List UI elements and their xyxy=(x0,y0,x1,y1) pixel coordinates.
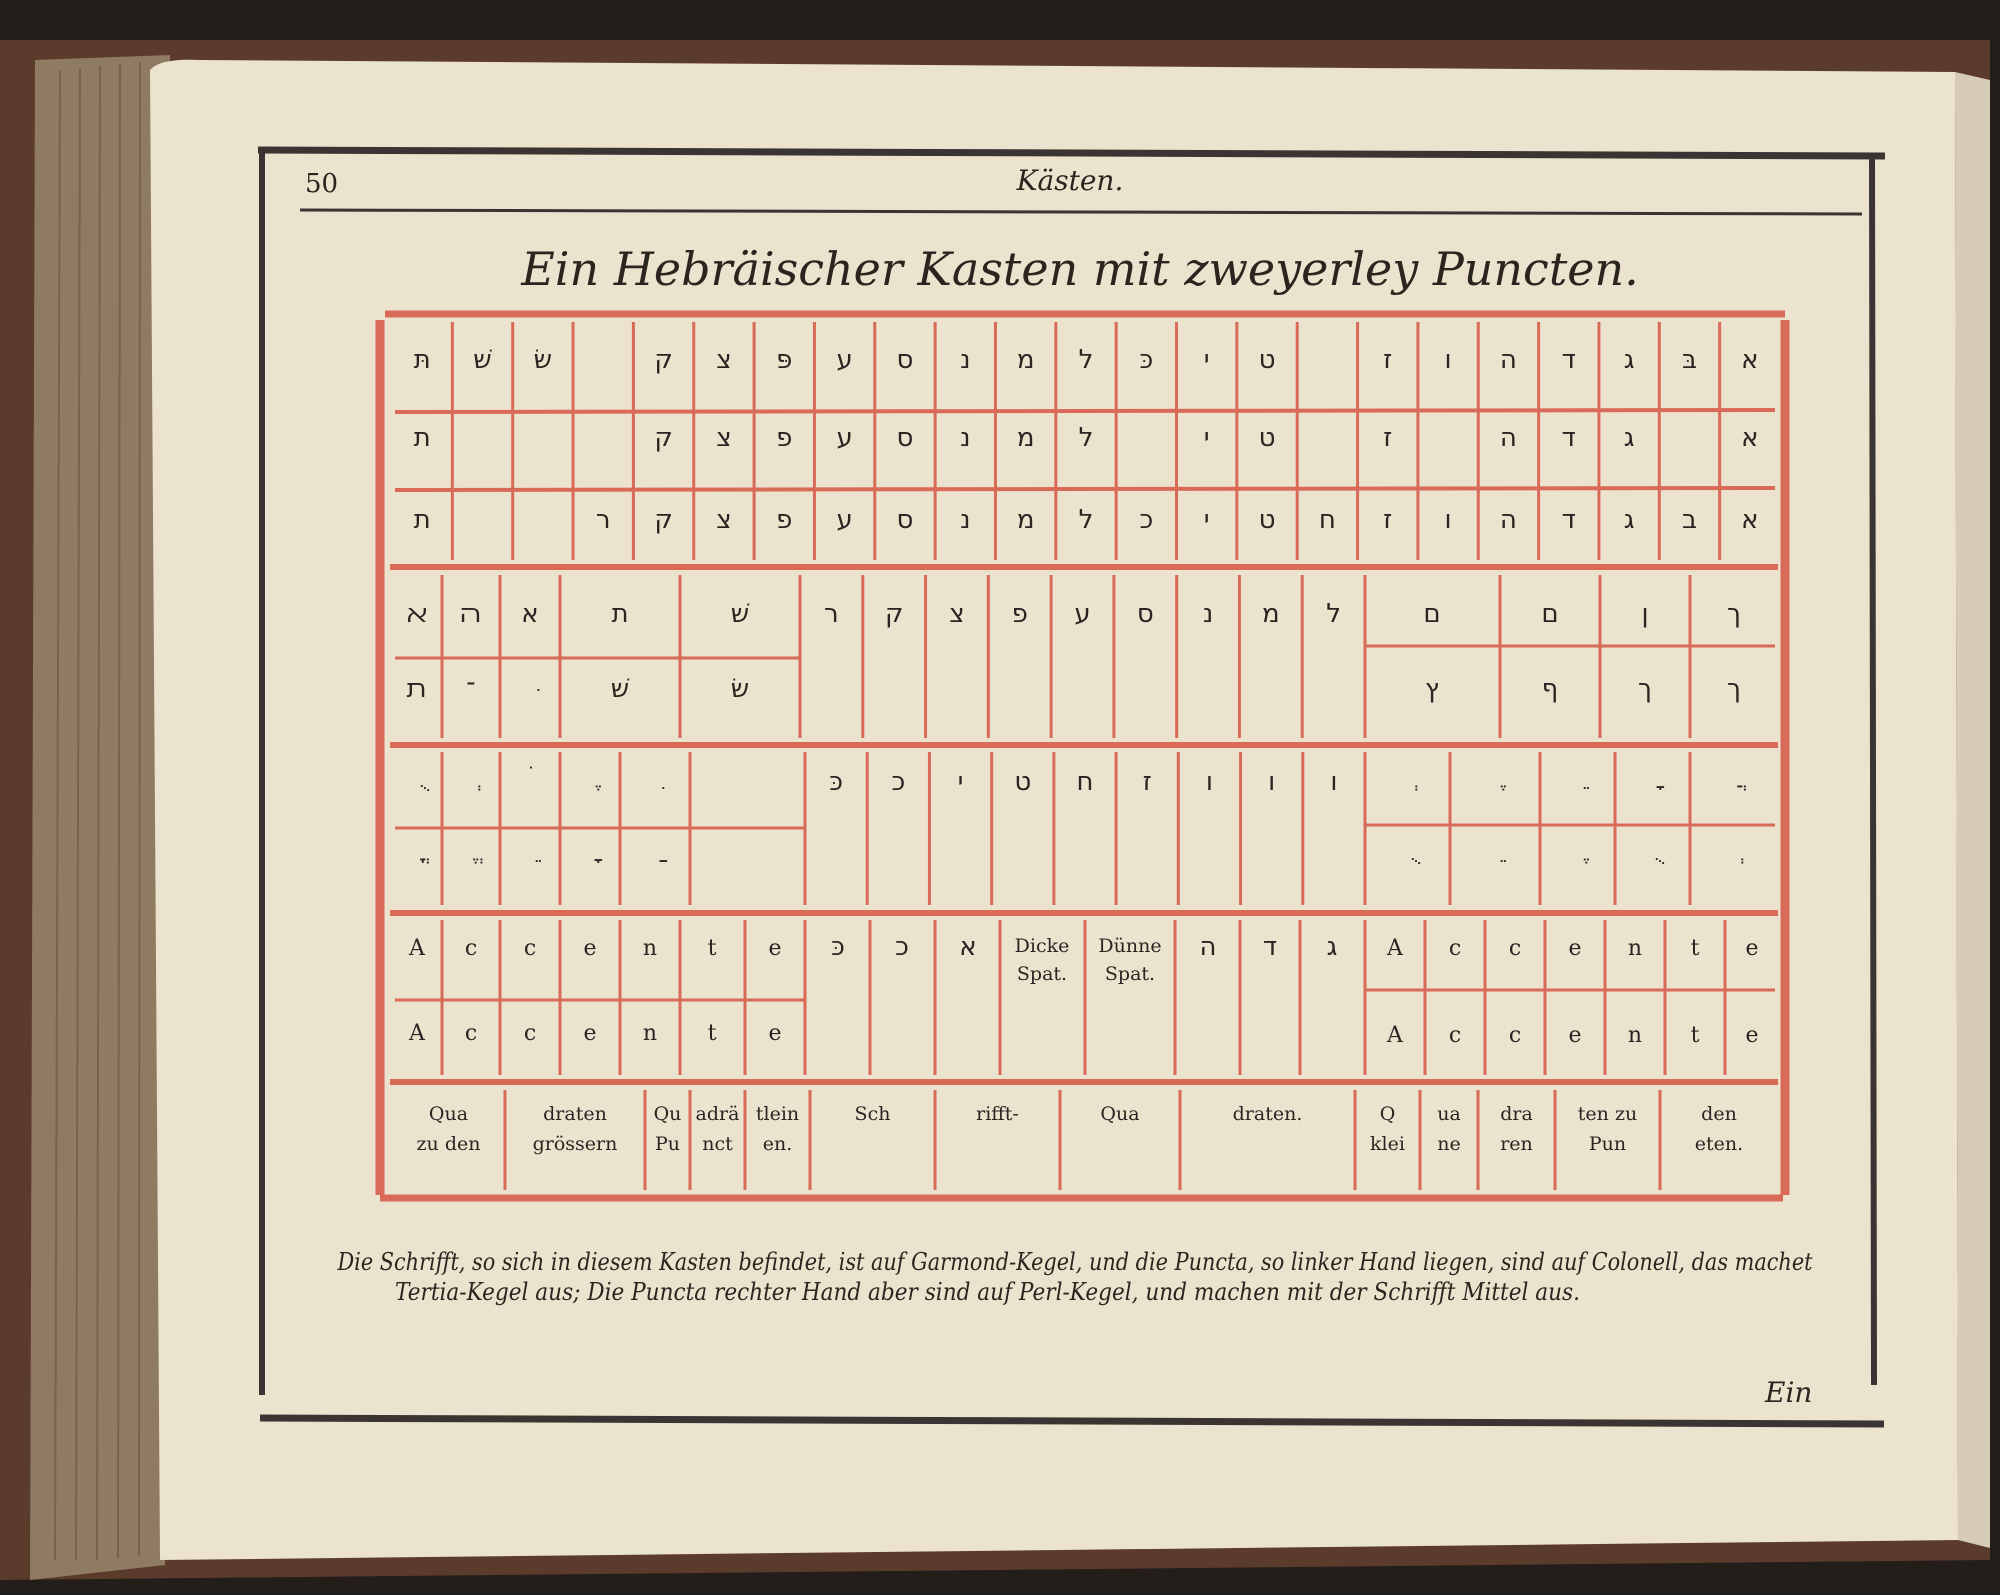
type-compartment: ל xyxy=(1078,345,1094,375)
type-compartment: ה xyxy=(1499,345,1517,375)
type-compartment: ם xyxy=(1541,599,1559,629)
type-compartment: שׂ xyxy=(533,345,553,375)
type-compartment: ח xyxy=(1318,505,1336,535)
type-compartment: ו xyxy=(1444,345,1452,375)
cell-caption: den xyxy=(1701,1103,1737,1125)
cell-caption: Q xyxy=(1379,1103,1396,1125)
cell-caption: klei xyxy=(1370,1133,1405,1155)
cell-caption: zu den xyxy=(416,1133,481,1155)
type-compartment: ־ xyxy=(466,674,476,704)
type-compartment: ג xyxy=(1326,932,1338,962)
type-compartment: שׂ xyxy=(730,674,750,704)
type-compartment: שׁ xyxy=(473,345,492,375)
type-compartment: כ xyxy=(891,767,906,797)
cell-caption: Qu xyxy=(653,1103,682,1125)
accent-label: A xyxy=(1387,936,1403,961)
type-compartment: ס xyxy=(896,505,914,535)
accent-label: n xyxy=(642,936,658,961)
cell-caption: tlein xyxy=(755,1103,800,1125)
type-compartment: א xyxy=(1741,505,1759,535)
type-compartment: ז xyxy=(1383,423,1393,453)
type-compartment: ו xyxy=(1205,767,1213,797)
accent-label: t xyxy=(707,936,717,961)
type-compartment: ח xyxy=(1076,767,1094,797)
type-compartment: ך xyxy=(1638,674,1652,704)
type-compartment: ﬨ xyxy=(405,674,429,704)
cell-caption: ne xyxy=(1437,1133,1461,1155)
cell-caption: rifft- xyxy=(976,1103,1019,1125)
type-compartment: ע xyxy=(836,505,853,535)
type-compartment: ע xyxy=(836,423,853,453)
type-compartment: ד xyxy=(1262,932,1278,962)
type-compartment: ﬡ xyxy=(405,599,429,629)
accent-label: e xyxy=(1745,936,1759,961)
type-compartment: כ xyxy=(1139,505,1154,535)
type-compartment: צ xyxy=(949,599,965,629)
cell-caption: adrä xyxy=(695,1103,740,1125)
type-compartment: פ xyxy=(1011,599,1028,629)
accent-label: t xyxy=(707,1021,717,1046)
accent-label: c xyxy=(523,1021,537,1046)
type-compartment: שׁ xyxy=(730,599,750,629)
type-compartment: פ xyxy=(776,505,793,535)
type-compartment: ת xyxy=(413,423,431,453)
cell-caption: dra xyxy=(1500,1103,1533,1125)
cell-caption: ren xyxy=(1500,1133,1533,1155)
type-compartment: ת xyxy=(413,505,431,535)
type-compartment: כּ xyxy=(1139,345,1154,375)
accent-label: c xyxy=(464,936,478,961)
type-compartment: ך xyxy=(1727,599,1741,629)
type-compartment: ה xyxy=(1199,932,1217,962)
accent-label: e xyxy=(583,1021,597,1046)
accent-label: c xyxy=(464,1021,478,1046)
type-compartment: ס xyxy=(896,345,914,375)
type-compartment: ן xyxy=(1641,599,1649,629)
cell-caption: Qua xyxy=(428,1103,469,1125)
cell-caption: draten xyxy=(543,1103,607,1125)
running-head: Kästen. xyxy=(1016,164,1124,197)
type-compartment: כּ xyxy=(831,932,845,962)
cell-caption: nct xyxy=(702,1133,733,1155)
type-compartment: צ xyxy=(716,345,732,375)
type-compartment: א xyxy=(959,932,977,962)
spacing-label: Dünne xyxy=(1098,935,1162,957)
type-compartment: ו xyxy=(1330,767,1338,797)
cell-caption: Sch xyxy=(854,1103,891,1125)
type-compartment: ז xyxy=(1383,345,1393,375)
type-compartment: בּ xyxy=(1681,345,1697,375)
cell-caption: Qua xyxy=(1100,1103,1140,1125)
type-compartment: ם xyxy=(1423,599,1441,629)
type-compartment: ט xyxy=(1258,345,1276,375)
accent-label: A xyxy=(1387,1023,1403,1048)
page-number: 50 xyxy=(305,169,339,199)
type-compartment: ו xyxy=(1268,767,1276,797)
type-compartment: ע xyxy=(836,345,853,375)
type-compartment: א xyxy=(1741,345,1759,375)
accent-label: n xyxy=(1627,1023,1643,1048)
footnote-line-1: Die Schrifft, so sich in diesem Kasten befindet, ist auf Garmond-Kegel, und die Puncta, so linker Hand liegen, sind auf Colonell, das machet xyxy=(336,1248,1813,1276)
cell-caption: en. xyxy=(762,1133,793,1155)
type-compartment: ל xyxy=(1078,505,1094,535)
type-compartment: ס xyxy=(896,423,914,453)
cell-caption: draten. xyxy=(1232,1103,1303,1125)
type-compartment: א xyxy=(1741,423,1759,453)
cell-caption: ua xyxy=(1437,1103,1461,1125)
type-compartment: ס xyxy=(1136,599,1154,629)
accent-label: e xyxy=(583,936,597,961)
type-compartment: פ xyxy=(776,423,793,453)
type-compartment: נ xyxy=(960,505,971,535)
cell-caption: ten zu xyxy=(1577,1103,1638,1125)
type-compartment: צ xyxy=(716,505,732,535)
accent-label: e xyxy=(1568,1023,1582,1048)
type-compartment: ע xyxy=(1074,599,1091,629)
accent-label: e xyxy=(1568,936,1582,961)
cell-caption: grössern xyxy=(532,1133,618,1155)
type-compartment: ק xyxy=(654,505,673,535)
type-compartment: ד xyxy=(1561,505,1576,535)
spacing-label: Spat. xyxy=(1016,963,1068,985)
type-compartment: מ xyxy=(1016,505,1035,535)
type-compartment: נ xyxy=(960,345,971,375)
type-compartment: ק xyxy=(654,345,673,375)
type-compartment: ץ xyxy=(1424,674,1440,704)
type-compartment: ד xyxy=(1561,345,1576,375)
type-compartment: כ xyxy=(895,932,909,962)
page-title: Ein Hebräischer Kasten mit zweyerley Puncten. xyxy=(521,242,1639,296)
type-compartment: מ xyxy=(1016,345,1035,375)
accent-label: n xyxy=(1627,936,1643,961)
accent-label: A xyxy=(409,936,425,961)
type-compartment: ף xyxy=(1541,674,1559,704)
type-compartment: ט xyxy=(1258,505,1276,535)
type-compartment: נ xyxy=(960,423,971,453)
type-compartment: כּ xyxy=(829,767,843,797)
type-compartment: ך xyxy=(1727,674,1741,704)
accent-label: e xyxy=(768,936,782,961)
type-compartment: ב xyxy=(1681,505,1697,535)
footnote-line-2: Tertia-Kegel aus; Die Puncta rechter Hand aber sind auf Perl-Kegel, und machen mit der Schrifft Mittel aus. xyxy=(395,1278,1580,1306)
accent-label: A xyxy=(409,1021,425,1046)
type-compartment: ﬣ xyxy=(459,599,483,629)
type-compartment: י xyxy=(1203,423,1210,453)
spacing-label: Spat. xyxy=(1104,963,1156,985)
type-compartment: פּ xyxy=(776,345,793,375)
type-compartment: צ xyxy=(716,423,732,453)
accent-label: t xyxy=(1690,1023,1700,1048)
spacing-label: Dicke xyxy=(1014,935,1070,957)
accent-label: n xyxy=(642,1021,658,1046)
accent-label: t xyxy=(1690,936,1700,961)
accent-label: e xyxy=(1745,1023,1759,1048)
type-compartment: נ xyxy=(1202,599,1214,629)
type-compartment: ר xyxy=(595,505,611,535)
type-compartment: שׁ xyxy=(610,674,630,704)
type-compartment: י xyxy=(1203,345,1210,375)
type-compartment: ת xyxy=(611,599,629,629)
type-compartment: ז xyxy=(1383,505,1393,535)
accent-label: c xyxy=(1508,1023,1522,1048)
catchword: Ein xyxy=(1765,1376,1813,1409)
type-compartment: ט xyxy=(1014,767,1032,797)
type-compartment: ה xyxy=(1499,505,1517,535)
type-compartment: מ xyxy=(1261,599,1280,629)
accent-label: c xyxy=(1508,936,1522,961)
type-compartment: ל xyxy=(1326,599,1342,629)
cell-caption: eten. xyxy=(1694,1133,1744,1155)
type-compartment: ג xyxy=(1623,423,1635,453)
type-compartment: י xyxy=(1203,505,1210,535)
accent-label: c xyxy=(1448,936,1462,961)
type-compartment: ל xyxy=(1078,423,1094,453)
type-compartment: ד xyxy=(1561,423,1576,453)
type-compartment: מ xyxy=(1016,423,1035,453)
type-compartment: י xyxy=(957,767,964,797)
type-compartment: ו xyxy=(1444,505,1452,535)
cell-caption: Pu xyxy=(654,1133,681,1155)
accent-label: e xyxy=(768,1021,782,1046)
type-compartment: ז xyxy=(1142,767,1152,797)
type-compartment: ק xyxy=(884,599,904,629)
accent-label: c xyxy=(1448,1023,1462,1048)
type-compartment: ט xyxy=(1258,423,1276,453)
page-right-edge xyxy=(1955,72,1990,1548)
type-compartment: ג xyxy=(1623,345,1635,375)
cell-caption: Pun xyxy=(1588,1133,1627,1155)
accent-label: c xyxy=(523,936,537,961)
type-compartment: ג xyxy=(1623,505,1635,535)
type-compartment: תּ xyxy=(413,345,431,375)
type-compartment: ר xyxy=(824,599,839,629)
type-compartment: ה xyxy=(1499,423,1517,453)
type-compartment: א xyxy=(521,599,539,629)
type-compartment: ק xyxy=(654,423,673,453)
